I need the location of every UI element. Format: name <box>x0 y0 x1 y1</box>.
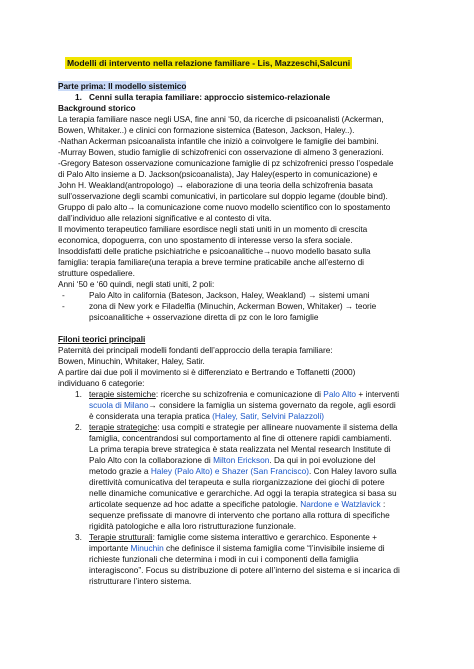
text-span: → considere la famiglia un sistema governato da regole, agli esordi <box>148 400 396 410</box>
text-line: Bowen, Whitaker..) e clinici con formazione sistemica (Bateson, Jackson, Haley..). <box>58 125 355 135</box>
haley-shazer-link[interactable]: Haley (Palo Alto) e Shazer (San Francisco) <box>150 466 309 476</box>
text-line: Gruppo di palo alto→ la comunicazione come nuovo modello scientifico con lo spostamento <box>58 202 391 212</box>
text-span: è considerata una terapia pratica <box>89 411 213 421</box>
text-line: sull’osservazione degli scambi comunicativi, in particolare sul doppio legame (double bind). <box>58 191 388 201</box>
text-line: John H. Weakland(antropologo) → elaborazione di una teoria della schizofrenia basata <box>58 180 373 190</box>
pole-item: Palo Alto in california (Bateson, Jackson, Haley, Weakland) → sistemi umani <box>89 290 370 300</box>
category-term: terapie strategiche <box>89 422 158 432</box>
category-2-line: rigidità patologiche e alla loro ristrutturazione funzionale. <box>89 521 297 531</box>
pole-item-continued: psicoanalitiche + osservazione diretta di pz con le loro famiglie <box>89 312 319 322</box>
filoni-heading: Filoni teorici principali <box>58 334 146 344</box>
text-line: famiglia: terapia familiare(una terapia a breve termine praticabile anche all’esterno di <box>58 257 364 267</box>
text-span: articolate sequenze ad hoc adatte a specifiche patologie. <box>89 499 301 509</box>
text-span: metodo grazie a <box>89 466 151 476</box>
text-line: -Murray Bowen, studio famiglie di schizofrenici con osservazione di almeno 3 generazioni. <box>58 147 384 157</box>
category-2-line: La prima terapia breve strategica è stata realizzata nel Mental research Institute di <box>89 444 391 454</box>
text-line: A partire dai due poli il movimento si è differenziato e Bertrando e Toffanetti (2000) <box>58 367 356 377</box>
text-line: Paternità dei principali modelli fondanti dell’approccio della terapia familiare: <box>58 345 333 355</box>
category-1-line <box>89 400 396 411</box>
part-heading <box>58 81 186 92</box>
text-span: Palo Alto con la collaborazione di <box>89 455 214 465</box>
text-line: La terapia familiare nasce negli USA, fine anni ‘50, da ricerche di psicoanalisti (Ackerman, <box>58 114 384 124</box>
part-heading-text: Parte prima: Il modello sistemico <box>58 81 187 91</box>
category-3-line <box>89 532 377 543</box>
category-3-line: ristrutturare l’intero sistema. <box>89 576 192 586</box>
category-1-line <box>89 411 324 422</box>
document-title: Modelli di intervento nella relazione familiare - Lis, Mazzeschi,Salcuni <box>67 58 351 68</box>
dash-bullet: - <box>62 290 65 300</box>
list-number: 2. <box>75 422 82 432</box>
scuola-milano-link[interactable]: scuola di Milano <box>89 400 149 410</box>
list-number: 1. <box>75 389 82 399</box>
text-span: che definisce il sistema famiglia come “l’invisibile insieme di <box>163 543 385 553</box>
text-span: : usa compiti e strategie per allineare nuovamente il sistema della <box>157 422 398 432</box>
category-3-line <box>89 543 385 554</box>
text-span: . Da qui in poi evoluzione del <box>269 455 376 465</box>
category-3-line: interagiscono”. Focus su distribuzione di potere all’interno del sistema e si incarica di <box>89 565 400 575</box>
category-2-line: sequenze prefissate di manovre di intervento che portano alla rottura di specifiche <box>89 510 390 520</box>
text-line: Insoddisfatti delle pratiche psichiatriche e psicoanalitiche→nuovo modello basato sulla <box>58 246 371 256</box>
category-2-line: nelle dinamiche comunicative e gerarchiche. Ad oggi la terapia strategica si basa su <box>89 488 397 498</box>
text-line: Anni ‘50 e ‘60 quindi, negli stati uniti, 2 poli: <box>58 279 215 289</box>
text-line: Bowen, Minuchin, Whitaker, Haley, Satir. <box>58 356 205 366</box>
text-span: . Con Haley lavoro sulla <box>308 466 397 476</box>
text-line: -Nathan Ackerman psicoanalista infantile che iniziò a coinvolgere le famiglie dei bambini. <box>58 136 379 146</box>
text-span: : <box>380 499 386 509</box>
text-line: -Gregory Bateson osservazione comunicazione famiglie di pz schizofrenici presso l’ospedale <box>58 158 394 168</box>
authors-link[interactable]: (Haley, Satir, Selvini Palazzoli) <box>212 411 325 421</box>
list-number: 3. <box>75 532 82 542</box>
section-heading: Cenni sulla terapia familiare: approccio sistemico-relazionale <box>89 92 331 102</box>
list-number: 1. <box>75 92 82 102</box>
background-heading: Background storico <box>58 103 136 113</box>
nardone-link[interactable]: Nardone e Watzlavick <box>300 499 381 509</box>
text-line: dall’individuo alle relazioni significative e al contesto di vita. <box>58 213 272 223</box>
category-1-line <box>89 389 399 400</box>
text-line: Il movimento terapeutico familiare esordisce negli stati uniti in un momento di crescita <box>58 224 368 234</box>
text-span: + interventi <box>356 389 400 399</box>
dash-bullet: - <box>62 301 65 311</box>
text-span: : ricerche su schizofrenia e comunicazione di <box>155 389 324 399</box>
text-line: individuano 6 categorie: <box>58 378 145 388</box>
category-2-line: direttività comunicativa del terapeuta e sulla riorganizzazione dei giochi di potere <box>89 477 385 487</box>
erickson-link[interactable]: Milton Erickson <box>213 455 270 465</box>
palo-alto-link[interactable]: Palo Alto <box>323 389 357 399</box>
minuchin-link[interactable]: Minuchin <box>130 543 164 553</box>
pole-item: zona di New york e Filadelfia (Minuchin, Ackerman Bowen, Whitaker) → teorie <box>89 301 377 311</box>
category-3-line: richieste funzionali che determina i modi in cui i componenti della famiglia <box>89 554 359 564</box>
text-line: economica, dopoguerra, con uno spostamento di interesse verso la sfera sociale. <box>58 235 353 245</box>
text-line: di Palo Alto insieme a D. Jackson(psicoanalista), Jay Haley(esperto in comunicazione) e <box>58 169 378 179</box>
text-span: importante <box>89 543 131 553</box>
text-span: : famiglie come sistema interattivo e gerarchico. Esponente + <box>152 532 377 542</box>
category-2-line <box>89 422 398 433</box>
category-2-line <box>89 499 385 510</box>
text-line: strutture ospedaliere. <box>58 268 135 278</box>
category-term: terapie sistemiche <box>89 389 156 399</box>
category-2-line <box>89 455 375 466</box>
category-term: Terapie strutturali <box>89 532 153 542</box>
category-2-line: famiglia, concentrandosi sul comportamento al fine di ottenere rapidi cambiamenti. <box>89 433 392 443</box>
category-2-line <box>89 466 397 477</box>
